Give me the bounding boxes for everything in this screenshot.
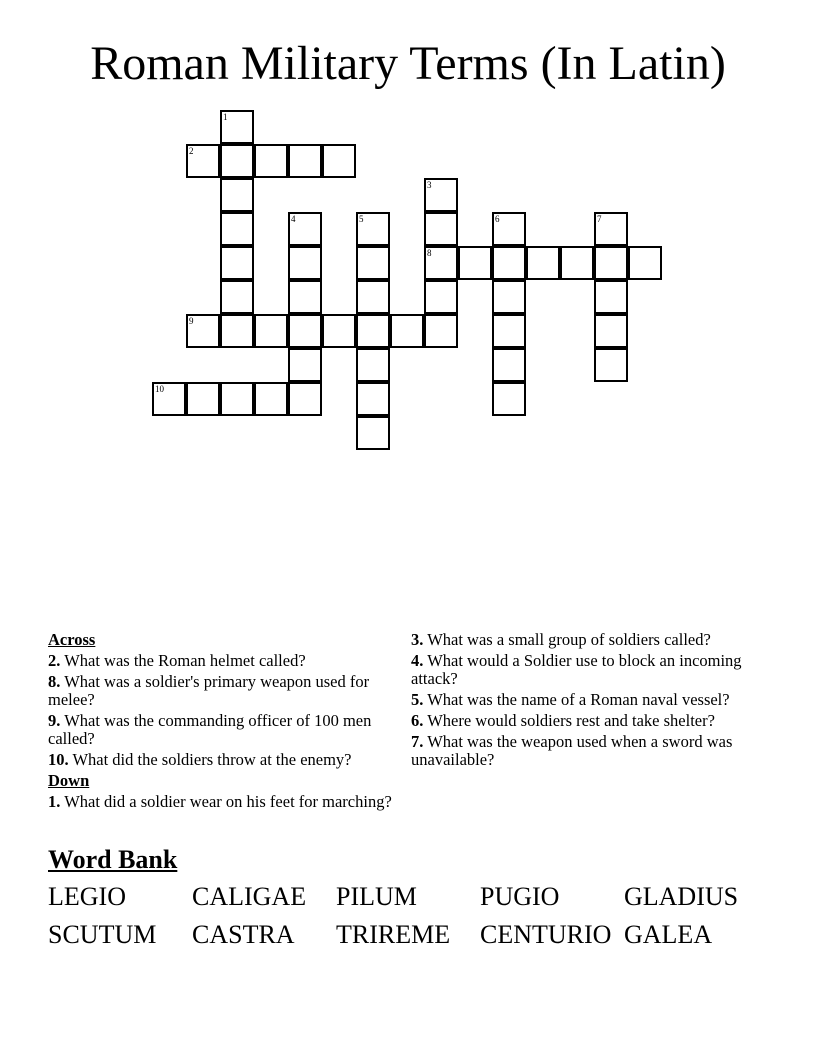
grid-cell[interactable] xyxy=(254,144,288,178)
clue-text: What was a small group of soldiers called? xyxy=(423,630,711,649)
grid-cell[interactable] xyxy=(492,280,526,314)
word-bank-item: PUGIO xyxy=(480,882,560,911)
cell-number: 4 xyxy=(291,214,296,224)
clue-text: What was the commanding officer of 100 men called? xyxy=(48,711,372,748)
word-bank-item: PILUM xyxy=(336,882,417,911)
grid-cell[interactable] xyxy=(220,110,254,144)
cell-number: 3 xyxy=(427,180,432,190)
clue-text: What did the soldiers throw at the enemy? xyxy=(68,750,352,769)
word-bank-item: CALIGAE xyxy=(192,882,307,911)
clues-right-column xyxy=(411,631,751,772)
clue-down-7 xyxy=(411,733,751,769)
down-heading: Down xyxy=(48,771,90,790)
grid-cell[interactable] xyxy=(594,314,628,348)
cell-number: 9 xyxy=(189,316,194,326)
grid-cell[interactable] xyxy=(288,280,322,314)
grid-cell[interactable] xyxy=(594,280,628,314)
crossword-grid xyxy=(0,0,816,470)
grid-cell[interactable] xyxy=(356,416,390,450)
grid-cell[interactable] xyxy=(390,314,424,348)
grid-cell[interactable] xyxy=(356,212,390,246)
word-bank xyxy=(48,882,778,950)
grid-cell[interactable] xyxy=(220,246,254,280)
grid-cell[interactable] xyxy=(220,280,254,314)
clue-text: What was a soldier's primary weapon used for melee? xyxy=(48,672,370,709)
grid-cell[interactable] xyxy=(424,212,458,246)
grid-cell[interactable] xyxy=(560,246,594,280)
cell-number: 7 xyxy=(597,214,602,224)
grid-cell[interactable] xyxy=(492,212,526,246)
clue-down-4 xyxy=(411,652,751,688)
clue-down-1 xyxy=(48,793,393,811)
clue-number: 5. xyxy=(411,690,424,709)
grid-cell[interactable] xyxy=(492,246,526,280)
grid-cell[interactable] xyxy=(152,382,186,416)
word-bank-item: GLADIUS xyxy=(624,882,739,911)
grid-cell[interactable] xyxy=(220,382,254,416)
grid-cell[interactable] xyxy=(322,314,356,348)
clue-text: What was the name of a Roman naval vessel? xyxy=(423,690,730,709)
grid-cell[interactable] xyxy=(186,314,220,348)
grid-cell[interactable] xyxy=(288,144,322,178)
grid-cell[interactable] xyxy=(288,212,322,246)
grid-cell[interactable] xyxy=(424,280,458,314)
clue-down-6 xyxy=(411,712,751,730)
grid-cell[interactable] xyxy=(186,144,220,178)
clue-across-10 xyxy=(48,751,393,769)
cell-number: 6 xyxy=(495,214,500,224)
grid-cell[interactable] xyxy=(254,314,288,348)
clue-text: What would a Soldier use to block an incoming attack? xyxy=(411,651,742,688)
grid-cell[interactable] xyxy=(594,212,628,246)
clue-text: What was the Roman helmet called? xyxy=(60,651,306,670)
cell-number: 2 xyxy=(189,146,194,156)
grid-cell[interactable] xyxy=(322,144,356,178)
clue-across-9 xyxy=(48,712,393,748)
grid-cell[interactable] xyxy=(458,246,492,280)
clue-number: 4. xyxy=(411,651,424,670)
grid-cell[interactable] xyxy=(424,246,458,280)
clue-across-8 xyxy=(48,673,393,709)
word-bank-item: LEGIO xyxy=(48,882,126,911)
grid-cell[interactable] xyxy=(492,348,526,382)
grid-cell[interactable] xyxy=(492,382,526,416)
grid-cell[interactable] xyxy=(628,246,662,280)
grid-cell[interactable] xyxy=(220,212,254,246)
clue-down-3 xyxy=(411,631,751,649)
clues-left-column xyxy=(48,631,393,814)
grid-cell[interactable] xyxy=(220,314,254,348)
grid-cell[interactable] xyxy=(356,280,390,314)
grid-cell[interactable] xyxy=(424,314,458,348)
grid-cell[interactable] xyxy=(526,246,560,280)
grid-cell[interactable] xyxy=(424,178,458,212)
grid-cell[interactable] xyxy=(356,382,390,416)
grid-cell[interactable] xyxy=(220,178,254,212)
clue-across-2 xyxy=(48,652,393,670)
grid-cell[interactable] xyxy=(356,314,390,348)
word-bank-title: Word Bank xyxy=(48,845,178,874)
clue-number: 2. xyxy=(48,651,61,670)
clue-text: What was the weapon used when a sword was unavailable? xyxy=(411,732,733,769)
grid-cell[interactable] xyxy=(254,382,288,416)
grid-cell[interactable] xyxy=(288,314,322,348)
word-bank-item: CASTRA xyxy=(192,920,295,949)
clue-number: 1. xyxy=(48,792,61,811)
grid-cell[interactable] xyxy=(288,382,322,416)
clue-text: What did a soldier wear on his feet for marching? xyxy=(60,792,392,811)
clue-number: 9. xyxy=(48,711,61,730)
word-bank-item: GALEA xyxy=(624,920,713,949)
cell-number: 1 xyxy=(223,112,228,122)
page-title: Roman Military Terms (In Latin) xyxy=(90,37,726,90)
across-heading: Across xyxy=(48,630,96,649)
word-bank-item: TRIREME xyxy=(336,920,451,949)
clue-text: Where would soldiers rest and take shelter? xyxy=(423,711,715,730)
word-bank-item: SCUTUM xyxy=(48,920,157,949)
cell-number: 10 xyxy=(155,384,164,394)
cell-number: 8 xyxy=(427,248,432,258)
clue-down-5 xyxy=(411,691,751,709)
grid-cell[interactable] xyxy=(594,246,628,280)
word-bank-item: CENTURIO xyxy=(480,920,612,949)
clue-number: 6. xyxy=(411,711,424,730)
grid-cell[interactable] xyxy=(220,144,254,178)
grid-cell[interactable] xyxy=(288,246,322,280)
grid-cell[interactable] xyxy=(594,348,628,382)
grid-cell[interactable] xyxy=(356,348,390,382)
clue-number: 8. xyxy=(48,672,61,691)
grid-cell[interactable] xyxy=(186,382,220,416)
cell-number: 5 xyxy=(359,214,364,224)
clue-number: 7. xyxy=(411,732,424,751)
clue-number: 3. xyxy=(411,630,424,649)
grid-cell[interactable] xyxy=(356,246,390,280)
grid-cell[interactable] xyxy=(492,314,526,348)
grid-cell[interactable] xyxy=(288,348,322,382)
clue-number: 10. xyxy=(48,750,69,769)
